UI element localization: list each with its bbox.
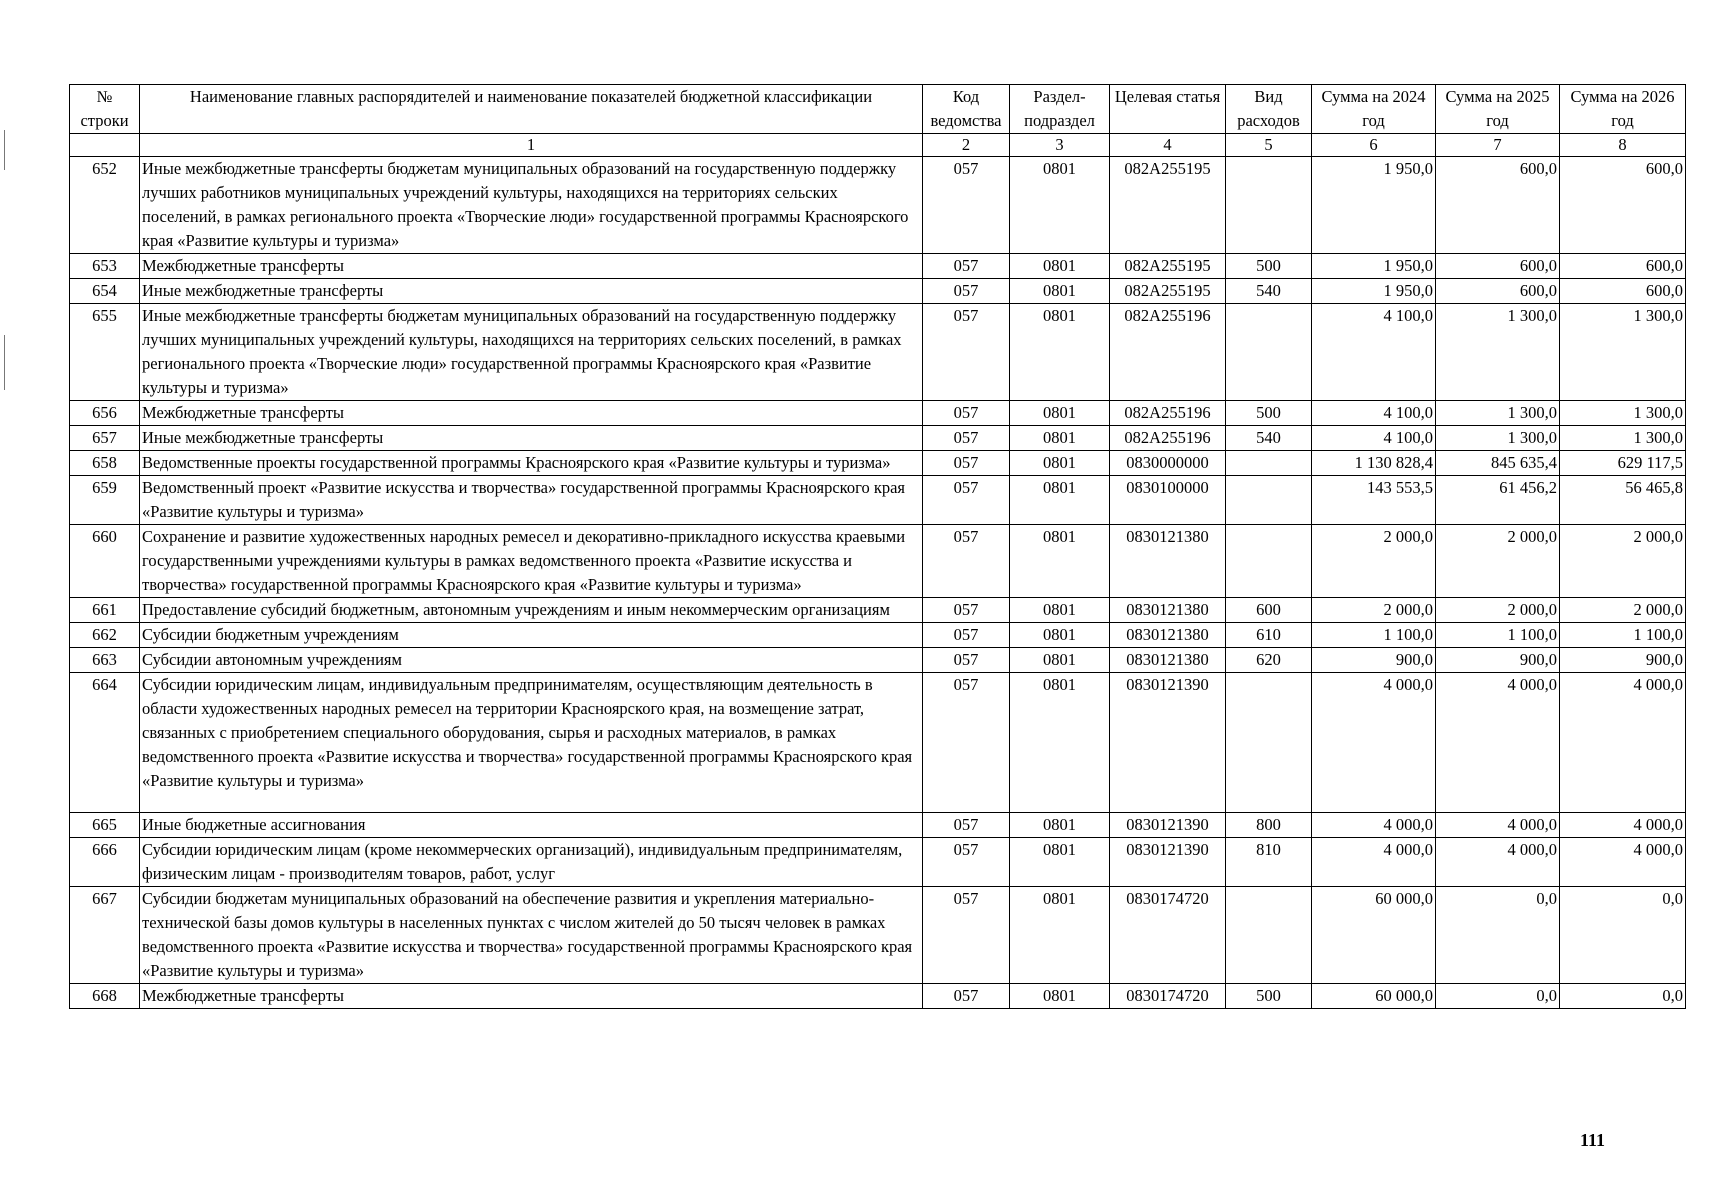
sum-2025: 0,0: [1436, 887, 1560, 984]
row-number: 661: [70, 598, 140, 623]
sum-2024: 4 100,0: [1312, 304, 1436, 401]
row-name: Иные межбюджетные трансферты бюджетам муниципальных образований на государственную поддержку лучших муниципальных учреждений культуры, находящихся на территориях сельских поселений, в рамках регионального проекта «Творческие люди» государственной программы Красноярского края «Развитие культуры и туризма»: [140, 304, 923, 401]
target-article: 0830121380: [1110, 623, 1226, 648]
dept-code: 057: [923, 476, 1010, 525]
sum-2026: 4 000,0: [1560, 673, 1686, 813]
dept-code: 057: [923, 838, 1010, 887]
column-number: 4: [1110, 134, 1226, 157]
target-article: 082А255195: [1110, 157, 1226, 254]
sum-2026: 1 300,0: [1560, 304, 1686, 401]
column-number: 5: [1226, 134, 1312, 157]
dept-code: 057: [923, 426, 1010, 451]
dept-code: 057: [923, 401, 1010, 426]
expense-type: 610: [1226, 623, 1312, 648]
row-number: 652: [70, 157, 140, 254]
section-code: 0801: [1010, 304, 1110, 401]
dept-code: 057: [923, 157, 1010, 254]
table-row: [70, 673, 1686, 813]
expense-type: [1226, 451, 1312, 476]
sum-2025: 4 000,0: [1436, 813, 1560, 838]
sum-2025: 2 000,0: [1436, 598, 1560, 623]
header-sum-2025: Сумма на 2025 год: [1436, 85, 1560, 134]
row-name: Субсидии юридическим лицам (кроме некоммерческих организаций), индивидуальным предпринимателям, физическим лицам - производителям товаров, работ, услуг: [140, 838, 923, 887]
section-code: 0801: [1010, 426, 1110, 451]
section-code: 0801: [1010, 838, 1110, 887]
section-code: 0801: [1010, 648, 1110, 673]
row-number: 663: [70, 648, 140, 673]
sum-2026: 0,0: [1560, 887, 1686, 984]
row-name: Межбюджетные трансферты: [140, 254, 923, 279]
sum-2025: 600,0: [1436, 254, 1560, 279]
header-expense-type: Вид расходов: [1226, 85, 1312, 134]
sum-2025: 1 300,0: [1436, 426, 1560, 451]
column-number: 3: [1010, 134, 1110, 157]
dept-code: 057: [923, 254, 1010, 279]
section-code: 0801: [1010, 673, 1110, 813]
row-number: 659: [70, 476, 140, 525]
sum-2026: 0,0: [1560, 984, 1686, 1009]
sum-2026: 1 100,0: [1560, 623, 1686, 648]
dept-code: 057: [923, 304, 1010, 401]
target-article: 082А255196: [1110, 426, 1226, 451]
table-body: [70, 157, 1686, 1009]
row-name: Субсидии юридическим лицам, индивидуальным предпринимателям, осуществляющим деятельность в области художественных народных ремесел на территории Красноярского края, на возмещение затрат, связанных с приобретением специального оборудования, сырья и расходных материалов, в рамках ведомственного проекта «Развитие искусства и творчества» государственной программы Красноярского края «Развитие культуры и туризма»: [140, 673, 923, 813]
sum-2024: 4 100,0: [1312, 426, 1436, 451]
section-code: 0801: [1010, 279, 1110, 304]
target-article: 082А255195: [1110, 279, 1226, 304]
row-name: Межбюджетные трансферты: [140, 984, 923, 1009]
table-row: [70, 813, 1686, 838]
column-number: 7: [1436, 134, 1560, 157]
header-section: Раздел-подраздел: [1010, 85, 1110, 134]
expense-type: 500: [1226, 984, 1312, 1009]
header-row-number: № строки: [70, 85, 140, 134]
dept-code: 057: [923, 648, 1010, 673]
sum-2026: 1 300,0: [1560, 426, 1686, 451]
sum-2024: 4 100,0: [1312, 401, 1436, 426]
table-row: [70, 426, 1686, 451]
target-article: 082А255196: [1110, 401, 1226, 426]
table-row: [70, 476, 1686, 525]
expense-type: 800: [1226, 813, 1312, 838]
sum-2026: 600,0: [1560, 157, 1686, 254]
sum-2026: 600,0: [1560, 254, 1686, 279]
expense-type: [1226, 476, 1312, 525]
expense-type: 600: [1226, 598, 1312, 623]
section-code: 0801: [1010, 157, 1110, 254]
header-sum-2024: Сумма на 2024 год: [1312, 85, 1436, 134]
column-number: 2: [923, 134, 1010, 157]
table-row: [70, 525, 1686, 598]
sum-2024: 60 000,0: [1312, 984, 1436, 1009]
column-number: 6: [1312, 134, 1436, 157]
dept-code: 057: [923, 451, 1010, 476]
expense-type: 540: [1226, 426, 1312, 451]
sum-2024: 1 100,0: [1312, 623, 1436, 648]
table-row: [70, 304, 1686, 401]
row-number: 655: [70, 304, 140, 401]
expense-type: [1226, 157, 1312, 254]
sum-2024: 2 000,0: [1312, 525, 1436, 598]
sum-2024: 1 950,0: [1312, 157, 1436, 254]
budget-table: [69, 84, 1686, 1009]
sum-2026: 1 300,0: [1560, 401, 1686, 426]
row-name: Субсидии автономным учреждениям: [140, 648, 923, 673]
expense-type: [1226, 673, 1312, 813]
sum-2025: 845 635,4: [1436, 451, 1560, 476]
table-row: [70, 598, 1686, 623]
sum-2024: 900,0: [1312, 648, 1436, 673]
table-row: [70, 401, 1686, 426]
sum-2025: 61 456,2: [1436, 476, 1560, 525]
sum-2024: 1 950,0: [1312, 254, 1436, 279]
sum-2025: 0,0: [1436, 984, 1560, 1009]
header-dept-code: Код ведомства: [923, 85, 1010, 134]
sum-2024: 4 000,0: [1312, 813, 1436, 838]
target-article: 0830121380: [1110, 598, 1226, 623]
dept-code: 057: [923, 887, 1010, 984]
sum-2026: 600,0: [1560, 279, 1686, 304]
row-number: 656: [70, 401, 140, 426]
table-row: [70, 157, 1686, 254]
row-number: 666: [70, 838, 140, 887]
row-name: Предоставление субсидий бюджетным, автономным учреждениям и иным некоммерческим организациям: [140, 598, 923, 623]
sum-2026: 56 465,8: [1560, 476, 1686, 525]
table-row: [70, 623, 1686, 648]
sum-2026: 629 117,5: [1560, 451, 1686, 476]
sum-2024: 4 000,0: [1312, 673, 1436, 813]
column-number: 1: [140, 134, 923, 157]
sum-2025: 1 100,0: [1436, 623, 1560, 648]
page-number: 111: [1580, 1130, 1606, 1150]
section-code: 0801: [1010, 598, 1110, 623]
column-number: 8: [1560, 134, 1686, 157]
section-code: 0801: [1010, 887, 1110, 984]
scan-edge-mark: [4, 130, 5, 170]
row-name: Межбюджетные трансферты: [140, 401, 923, 426]
target-article: 0830174720: [1110, 887, 1226, 984]
sum-2025: 2 000,0: [1436, 525, 1560, 598]
dept-code: 057: [923, 673, 1010, 813]
target-article: 0830121390: [1110, 673, 1226, 813]
row-number: 658: [70, 451, 140, 476]
row-number: 664: [70, 673, 140, 813]
row-number: 667: [70, 887, 140, 984]
row-number: 665: [70, 813, 140, 838]
sum-2026: 4 000,0: [1560, 838, 1686, 887]
target-article: 082А255196: [1110, 304, 1226, 401]
expense-type: 500: [1226, 254, 1312, 279]
sum-2025: 1 300,0: [1436, 401, 1560, 426]
row-name: Ведомственный проект «Развитие искусства и творчества» государственной программы Красноярского края «Развитие культуры и туризма»: [140, 476, 923, 525]
header-target-article: Целевая статья: [1110, 85, 1226, 134]
section-code: 0801: [1010, 525, 1110, 598]
section-code: 0801: [1010, 451, 1110, 476]
section-code: 0801: [1010, 476, 1110, 525]
expense-type: 810: [1226, 838, 1312, 887]
sum-2025: 600,0: [1436, 157, 1560, 254]
table-row: [70, 648, 1686, 673]
header-sum-2026: Сумма на 2026 год: [1560, 85, 1686, 134]
column-number: [70, 134, 140, 157]
sum-2024: 4 000,0: [1312, 838, 1436, 887]
sum-2025: 1 300,0: [1436, 304, 1560, 401]
row-number: 653: [70, 254, 140, 279]
target-article: 0830121380: [1110, 648, 1226, 673]
dept-code: 057: [923, 623, 1010, 648]
target-article: 0830121380: [1110, 525, 1226, 598]
target-article: 0830121390: [1110, 838, 1226, 887]
row-name: Иные межбюджетные трансферты бюджетам муниципальных образований на государственную поддержку лучших работников муниципальных учреждений культуры, находящихся на территориях сельских поселений, в рамках регионального проекта «Творческие люди» государственной программы Красноярского края «Развитие культуры и туризма»: [140, 157, 923, 254]
sum-2026: 4 000,0: [1560, 813, 1686, 838]
expense-type: 620: [1226, 648, 1312, 673]
section-code: 0801: [1010, 254, 1110, 279]
table-row: [70, 451, 1686, 476]
scan-edge-mark: [4, 335, 5, 390]
section-code: 0801: [1010, 623, 1110, 648]
table-row: [70, 984, 1686, 1009]
row-number: 657: [70, 426, 140, 451]
expense-type: 500: [1226, 401, 1312, 426]
sum-2025: 900,0: [1436, 648, 1560, 673]
header-name: Наименование главных распорядителей и наименование показателей бюджетной классификации: [140, 85, 923, 134]
section-code: 0801: [1010, 984, 1110, 1009]
sum-2026: 2 000,0: [1560, 525, 1686, 598]
table-row: [70, 887, 1686, 984]
sum-2025: 4 000,0: [1436, 838, 1560, 887]
dept-code: 057: [923, 813, 1010, 838]
column-number-row: [70, 134, 1686, 157]
sum-2024: 1 950,0: [1312, 279, 1436, 304]
row-number: 660: [70, 525, 140, 598]
sum-2024: 1 130 828,4: [1312, 451, 1436, 476]
row-name: Сохранение и развитие художественных народных ремесел и декоративно-прикладного искусства краевыми государственными учреждениями культуры в рамках ведомственного проекта «Развитие искусства и творчества» государственной программы Красноярского края «Развитие культуры и туризма»: [140, 525, 923, 598]
table-row: [70, 838, 1686, 887]
table-row: [70, 279, 1686, 304]
row-number: 668: [70, 984, 140, 1009]
sum-2025: 4 000,0: [1436, 673, 1560, 813]
table-row: [70, 254, 1686, 279]
row-name: Иные бюджетные ассигнования: [140, 813, 923, 838]
row-number: 654: [70, 279, 140, 304]
sum-2024: 143 553,5: [1312, 476, 1436, 525]
expense-type: 540: [1226, 279, 1312, 304]
row-name: Субсидии бюджетным учреждениям: [140, 623, 923, 648]
section-code: 0801: [1010, 401, 1110, 426]
dept-code: 057: [923, 598, 1010, 623]
row-name: Иные межбюджетные трансферты: [140, 279, 923, 304]
row-number: 662: [70, 623, 140, 648]
expense-type: [1226, 525, 1312, 598]
target-article: 0830174720: [1110, 984, 1226, 1009]
expense-type: [1226, 304, 1312, 401]
sum-2025: 600,0: [1436, 279, 1560, 304]
dept-code: 057: [923, 984, 1010, 1009]
section-code: 0801: [1010, 813, 1110, 838]
dept-code: 057: [923, 525, 1010, 598]
sum-2024: 60 000,0: [1312, 887, 1436, 984]
row-name: Иные межбюджетные трансферты: [140, 426, 923, 451]
sum-2024: 2 000,0: [1312, 598, 1436, 623]
row-name: Ведомственные проекты государственной программы Красноярского края «Развитие культуры и туризма»: [140, 451, 923, 476]
sum-2026: 2 000,0: [1560, 598, 1686, 623]
table-header-row: [70, 85, 1686, 134]
sum-2026: 900,0: [1560, 648, 1686, 673]
target-article: 0830000000: [1110, 451, 1226, 476]
target-article: 0830100000: [1110, 476, 1226, 525]
target-article: 0830121390: [1110, 813, 1226, 838]
target-article: 082А255195: [1110, 254, 1226, 279]
row-name: Субсидии бюджетам муниципальных образований на обеспечение развития и укрепления материально-технической базы домов культуры в населенных пунктах с числом жителей до 50 тысяч человек в рамках ведомственного проекта «Развитие искусства и творчества» государственной программы Красноярского края «Развитие культуры и туризма»: [140, 887, 923, 984]
expense-type: [1226, 887, 1312, 984]
dept-code: 057: [923, 279, 1010, 304]
